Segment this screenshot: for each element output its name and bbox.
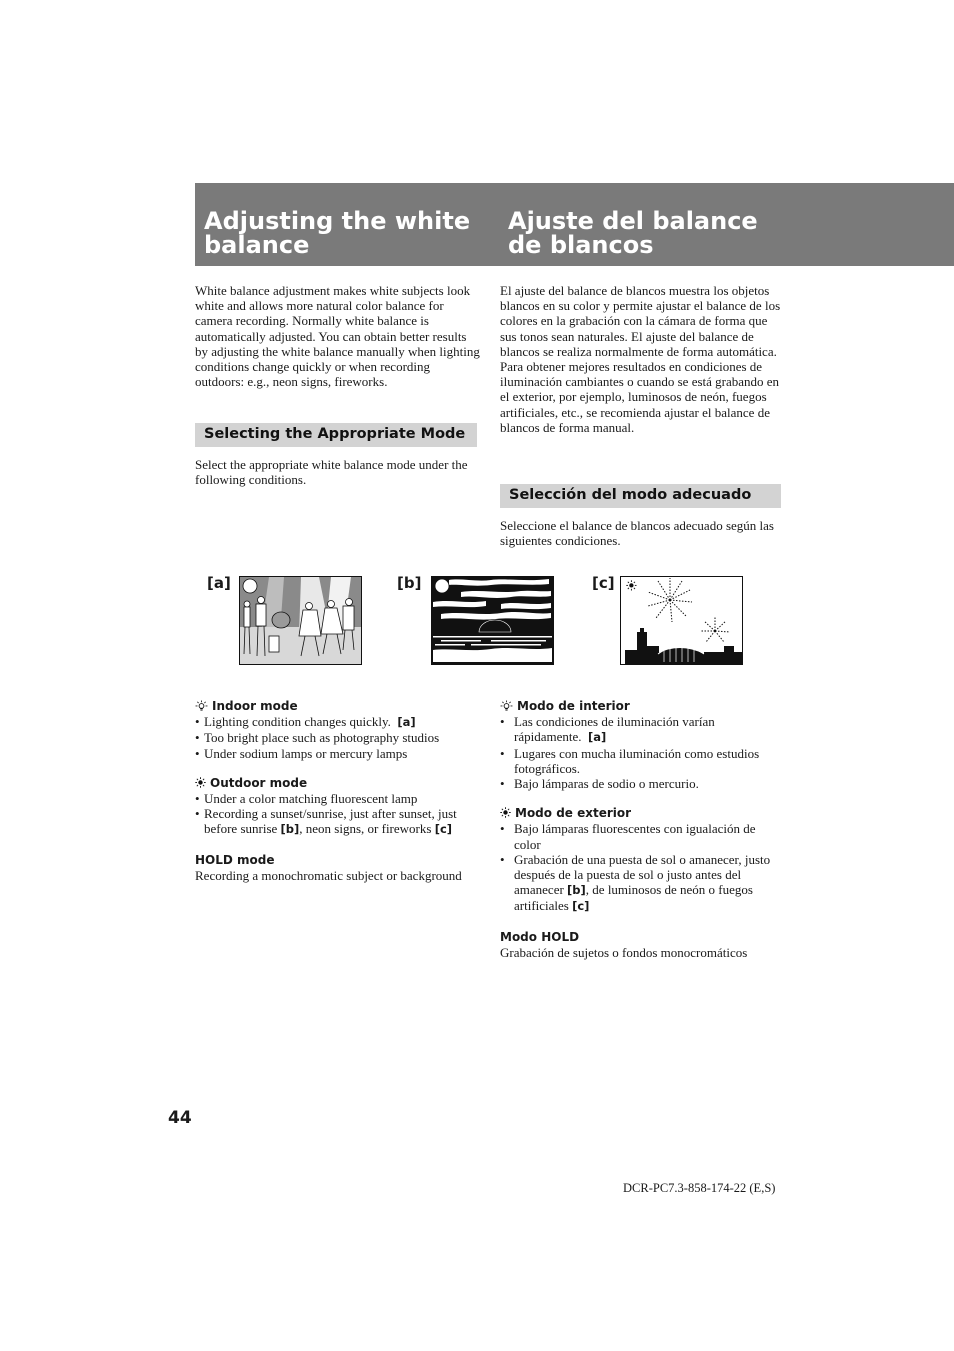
list-item: • Too bright place such as photography studios	[195, 730, 479, 745]
outdoor-sun-icon	[195, 777, 206, 788]
section-heading-english-bar	[195, 423, 477, 447]
section-text-english: Select the appropriate white balance mode under the following conditions.	[195, 457, 468, 488]
section-heading-spanish: Selección del modo adecuado	[509, 487, 752, 503]
figure-reference-a: [a]	[397, 715, 416, 730]
figure-reference-c: [c]	[434, 822, 453, 837]
outdoor-mode-title: Outdoor mode	[210, 775, 308, 790]
list-item: • Bajo lámparas fluorescentes con igualación de color	[500, 821, 784, 851]
indoor-bulb-icon	[195, 700, 208, 711]
indoor-mode-spanish	[500, 699, 784, 791]
page-number: 44	[168, 1108, 192, 1128]
section-heading-english: Selecting the Appropriate Mode	[204, 426, 466, 442]
hold-mode-english	[195, 853, 479, 883]
list-item: • Grabación de una puesta de sol o amanecer, justo después de la puesta de sol o justo antes del amanecer [b], de luminosos de neón o fuegos artificiales [c]	[500, 852, 784, 915]
document-code: DCR-PC7.3-858-174-22 (E,S)	[623, 1181, 776, 1195]
list-item: • Lugares con mucha iluminación como estudios fotográficos.	[500, 746, 784, 776]
modes-english	[195, 699, 479, 898]
indoor-mode-title: Indoor mode	[212, 699, 298, 713]
page-title-english: Adjusting the white balance	[204, 207, 471, 259]
outdoor-mode-spanish	[500, 806, 784, 914]
figure-reference-b: [b]	[567, 883, 586, 898]
hold-mode-text: Grabación de sujetos o fondos monocromáticos	[500, 944, 748, 960]
title-bar	[195, 183, 954, 266]
figure-b-sunset-illustration	[431, 576, 554, 665]
outdoor-sun-icon	[500, 807, 511, 818]
figure-reference-c: [c]	[572, 899, 590, 914]
hold-mode-title: HOLD mode	[195, 852, 275, 867]
list-item: • Under sodium lamps or mercury lamps	[195, 746, 479, 761]
modes-spanish	[500, 699, 784, 975]
intro-spanish: El ajuste del balance de blancos muestra los objetos blancos en su color y permite ajustar el balance de los colores en la grabación con la cámara de forma que sus tonos sean naturales. El ajuste del balance de blancos se realiza normalmente de forma automática. Para obtener mejores resultados en condiciones de iluminación cambiantes o cuando se está grabando en el exterior, por ejemplo, luminosos de neón, fuegos artificiales, etc., se recomienda ajustar el balance de blancos de forma manual.	[500, 283, 781, 435]
figure-reference-b: [b]	[280, 822, 300, 837]
list-item: • Recording a sunset/sunrise, just after sunset, just before sunrise [b], neon signs, or fireworks [c]	[195, 806, 479, 837]
hold-mode-title: Modo HOLD	[500, 929, 580, 944]
intro-english: White balance adjustment makes white subjects look white and allows more natural color balance for camera recording. Normally white balance is automatically adjusted. You can obtain better results by adjusting the white balance manually when lighting conditions change quickly or when recording outdoors: e.g., neon signs, fireworks.	[195, 283, 480, 390]
indoor-mode-english	[195, 699, 479, 761]
figure-c-fireworks-illustration	[620, 576, 743, 665]
section-heading-spanish-bar	[500, 484, 781, 508]
figure-label-b: [b]	[397, 574, 422, 592]
list-item: • Under a color matching fluorescent lamp	[195, 791, 479, 806]
list-item: • Las condiciones de iluminación varían rápidamente. [a]	[500, 714, 784, 745]
hold-mode-text: Recording a monochromatic subject or background	[195, 867, 462, 883]
hold-mode-spanish	[500, 930, 784, 960]
outdoor-mode-english	[195, 776, 479, 838]
figure-a-indoor-illustration	[239, 576, 362, 665]
indoor-mode-title: Modo de interior	[517, 699, 630, 713]
figure-label-a: [a]	[207, 574, 231, 592]
page-title-spanish: Ajuste del balance de blancos	[508, 207, 758, 259]
list-item: • Bajo lámparas de sodio o mercurio.	[500, 776, 784, 791]
list-item: • Lighting condition changes quickly. [a]	[195, 714, 479, 730]
indoor-bulb-icon	[500, 700, 513, 711]
section-text-spanish: Seleccione el balance de blancos adecuado según las siguientes condiciones.	[500, 518, 774, 549]
figure-label-c: [c]	[592, 574, 615, 592]
outdoor-mode-title: Modo de exterior	[515, 806, 632, 821]
figure-reference-a: [a]	[588, 730, 607, 745]
